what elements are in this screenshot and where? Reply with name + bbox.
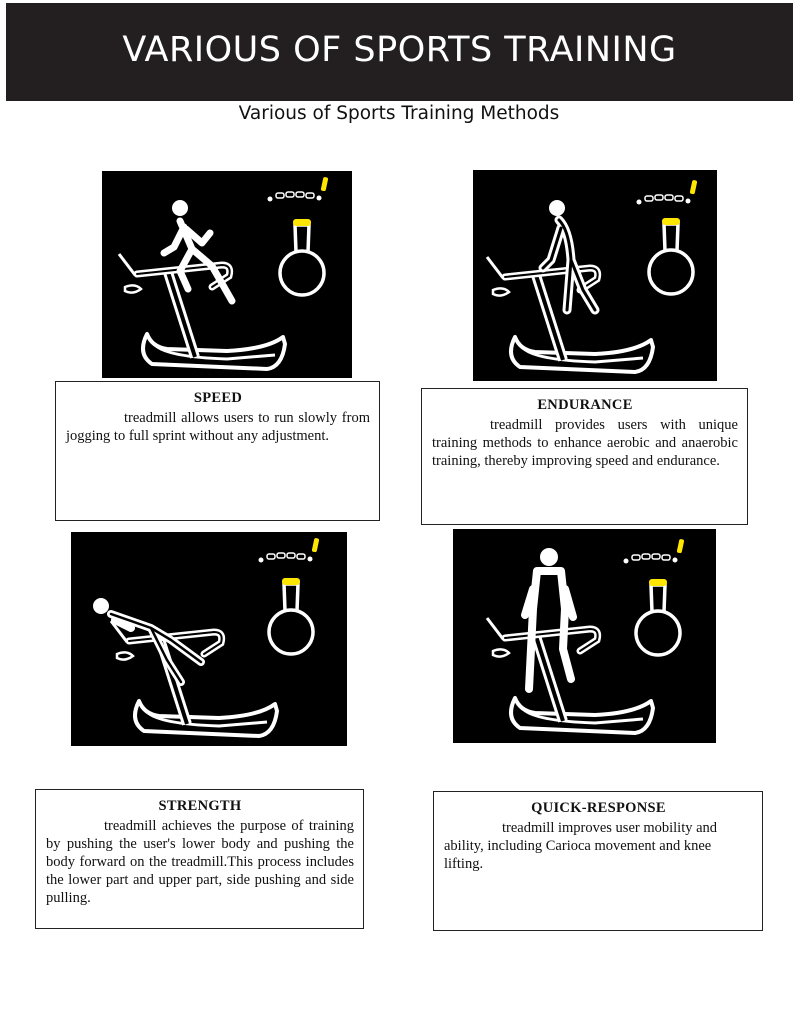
quick-response-card bbox=[433, 791, 763, 931]
running-treadmill-icon bbox=[102, 171, 352, 378]
quick-response-description: treadmill improves user mobility and ability, including Carioca movement and knee lifting. bbox=[444, 820, 718, 872]
page-title: VARIOUS OF SPORTS TRAINING bbox=[122, 30, 677, 70]
pushing-treadmill-icon bbox=[71, 532, 347, 746]
endurance-description: treadmill provides users with unique training methods to enhance aerobic and anaerobic training, thereby improving speed and endurance. bbox=[432, 417, 738, 469]
strength-title: STRENGTH bbox=[158, 798, 242, 814]
speed-title: SPEED bbox=[193, 390, 243, 406]
header-banner bbox=[6, 3, 793, 101]
quick-response-title: QUICK-RESPONSE bbox=[531, 800, 666, 816]
endurance-card bbox=[421, 388, 748, 525]
speed-card bbox=[55, 381, 380, 521]
page-subtitle: Various of Sports Training Methods bbox=[238, 103, 560, 124]
endurance-title: ENDURANCE bbox=[537, 397, 633, 413]
strength-card bbox=[35, 789, 364, 929]
walking-treadmill-icon bbox=[473, 170, 717, 381]
strength-description: treadmill achieves the purpose of training by pushing the user's lower body and pushing the body forward on the treadmill.This process includes the lower part and upper part, side pushing and side pulling. bbox=[46, 818, 354, 906]
side-step-treadmill-icon bbox=[453, 529, 716, 743]
speed-description: treadmill allows users to run slowly from jogging to full sprint without any adjustment. bbox=[66, 410, 370, 444]
